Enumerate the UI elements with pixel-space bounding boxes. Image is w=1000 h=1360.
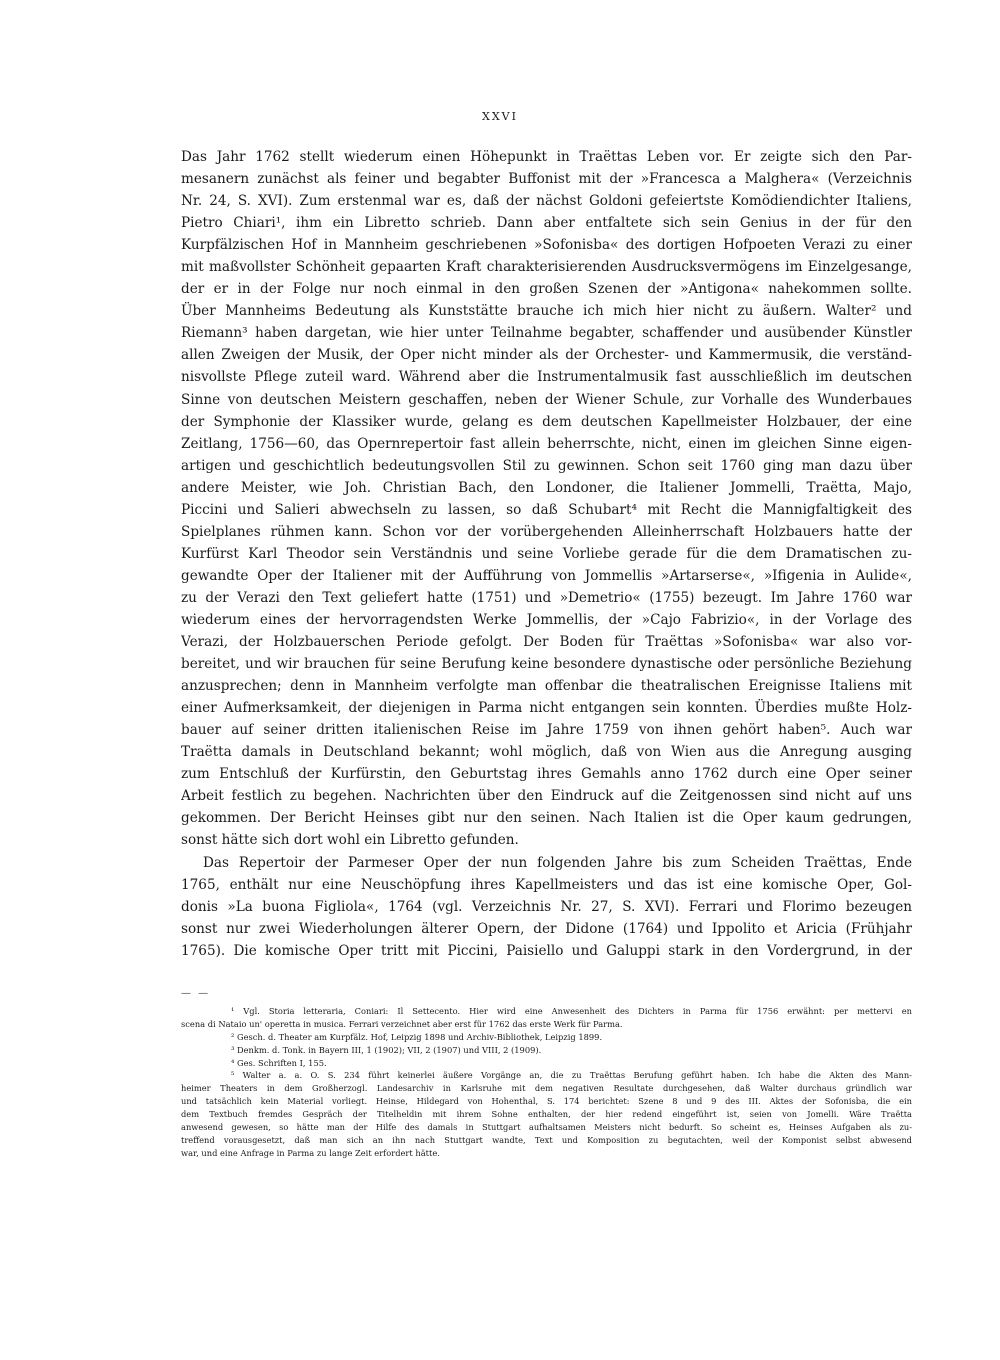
body-line: sonst nur zwei Wiederholungen älterer Opern, der Didone (1764) und Ippolito et Aricia (Frühjahr — [181, 920, 912, 937]
body-line: gekommen. Der Bericht Heinses gibt nur den seinen. Nach Italien ist die Oper kaum gedrungen, — [181, 810, 912, 827]
body-line: Über Mannheims Bedeutung als Kunststätte brauche ich mich hier nicht zu äußern. Walter² und — [181, 303, 912, 320]
body-line: zum Entschluß der Kurfürstin, den Geburtstag ihres Gemahls anno 1762 durch eine Oper seiner — [181, 766, 912, 783]
body-line: Kurpfälzischen Hof in Mannheim geschriebenen »Sofonisba« des dortigen Hofpoeten Verazi zu einer — [181, 237, 912, 254]
footnote-line: ⁴ Ges. Schriften I, 155. — [231, 1057, 327, 1068]
body-line: der Symphonie der Klassiker wurde, gelang es dem deutschen Kapellmeister Holzbauer, der eine — [181, 413, 912, 430]
body-line: Das Jahr 1762 stellt wiederum einen Höhepunkt in Traëttas Leben vor. Er zeigte sich den Par- — [181, 149, 912, 165]
body-line: Verazi, der Holzbauerschen Periode gefolgt. Der Boden für Traëttas »Sofonisba« war also vor- — [181, 634, 912, 651]
body-line: einer Aufmerksamkeit, der diejenigen in Parma nicht entgangen sein konnten. Überdies mußte Holz- — [181, 700, 912, 717]
body-line: Riemann³ haben dargetan, wie hier unter Teilnahme begabter, schaffender und ausübender Künstler — [181, 325, 912, 342]
footnote-line: anwesend gewesen, so hätte man der Hilfe des damals in Stuttgart aufhaltsamen Meisters nicht bedurft. So scheint es, Heinses Aufgaben als zu- — [181, 1122, 912, 1133]
body-text — [181, 146, 912, 962]
footnote-line: heimer Theaters in dem Großherzogl. Landesarchiv in Karlsruhe mit dem negativen Resultate durchgesehen, daß Walter durchaus gründlich war — [181, 1083, 912, 1094]
body-line: zu der Verazi den Text geliefert hatte (1751) und »Demetrio« (1755) bezeugt. Im Jahre 1760 war — [181, 589, 912, 606]
footnote-line: ¹ Vgl. Storia letteraria, Coniari: Il Settecento. Hier wird eine Anwesenheit des Dichters in Parma für 1756 erwähnt: per mettervi en — [231, 1006, 912, 1016]
footnotes — [181, 1005, 912, 1160]
body-line: gewandte Oper der Italiener mit der Aufführung von Jommellis »Artarserse«, »Ifigenia in Aulide«, — [181, 567, 912, 584]
body-line: 1765, enthält nur eine Neuschöpfung ihres Kapellmeisters und das ist eine komische Oper, Gol- — [181, 876, 912, 893]
body-line: 1765). Die komische Oper tritt mit Piccini, Paisiello und Galuppi stark in den Vordergrund, in der — [181, 942, 912, 959]
body-line: Kurfürst Karl Theodor sein Verständnis und seine Vorliebe gerade für die dem Dramatischen zu- — [181, 545, 912, 562]
body-line: Zeitlang, 1756—60, das Opernrepertoir fast allein beherrschte, nicht, einen im gleichen Sinne eigen- — [181, 435, 912, 452]
body-line: anzusprechen; denn in Mannheim verfolgte man offenbar die theatralischen Ereignisse Italiens mit — [181, 678, 912, 695]
body-line: mit maßvollster Schönheit gepaarten Kraft charakterisierenden Ausdrucksvermögens im Einzelgesange, — [181, 259, 912, 276]
body-line: bauer auf seiner dritten italienischen Reise im Jahre 1759 von ihnen gehört haben⁵. Auch war — [181, 722, 912, 739]
body-line: Traëtta damals in Deutschland bekannt; wohl möglich, daß von Wien aus die Anregung ausging — [181, 744, 912, 761]
footnote-line: ³ Denkm. d. Tonk. in Bayern III, 1 (1902); VII, 2 (1907) und VIII, 2 (1909). — [231, 1044, 542, 1055]
footnote-line: und tatsächlich kein Material vorliegt. Heinse, Hildegard von Hohenthal, S. 174 berichtet: Szene 8 und 9 des III. Aktes der Sofonisba, die ein — [181, 1096, 912, 1107]
body-line: Sinne von deutschen Meistern geschaffen, neben der Wiener Schule, zur Vorhalle des Wunderbaues — [181, 391, 912, 408]
footnote-line: treffend vorausgesetzt, daß man sich an ihn nach Stuttgart wandte, Text und Komposition zu begutachten, weil der Komponist selbst abwesend — [181, 1134, 912, 1145]
footnote-line: ² Gesch. d. Theater am Kurpfälz. Hof, Leipzig 1898 und Archiv-Bibliothek, Leipzig 1899. — [231, 1031, 603, 1042]
body-line: mesanern zunächst als feiner und begabter Buffonist mit der »Francesca a Malghera« (Verzeichnis — [181, 171, 912, 188]
body-line: andere Meister, wie Joh. Christian Bach, den Londoner, die Italiener Jommelli, Traëtta, Majo, — [181, 479, 912, 496]
body-line: Das Repertoir der Parmeser Oper der nun folgenden Jahre bis zum Scheiden Traëttas, Ende — [203, 854, 912, 871]
body-line: der er in der Folge nur noch einmal in den großen Szenen der »Antigona« nahekommen sollte. — [181, 281, 912, 298]
page-number: XXVI — [482, 110, 518, 123]
body-line: Pietro Chiari¹, ihm ein Libretto schrieb. Dann aber entfaltete sich sein Genius in der für den — [181, 215, 912, 232]
body-line: Spielplanes rühmen kann. Schon vor der vorübergehenden Alleinherrschaft Holzbauers hatte der — [181, 523, 912, 540]
footnote-line: scena di Nataio un' operetta in musica. Ferrari verzeichnet aber erst für 1762 das erste Werk für Parma. — [181, 1018, 623, 1029]
body-line: Nr. 24, S. XVI). Zum erstenmal war es, daß der nächst Goldoni gefeiertste Komödiendichter Italiens, — [181, 193, 912, 210]
footnote-line: dem Textbuch fremdes Gespräch der Titelheldin mit ihrem Sohne enthalten, der hier redend eingeführt ist, seien von Jomelli. Wäre Traëtta — [181, 1109, 912, 1120]
body-line: sonst hätte sich dort wohl ein Libretto gefunden. — [181, 832, 519, 849]
footnote-line: ⁵ Walter a. a. O. S. 234 führt keinerlei äußere Vorgänge an, die zu Traëttas Berufung geführt haben. Ich habe die Akten des Mann- — [231, 1070, 912, 1081]
footnote-rule: — — — [181, 988, 211, 999]
body-line: artigen und geschichtlich bedeutungsvollen Stil zu gewinnen. Schon seit 1760 ging man dazu über — [181, 457, 912, 474]
footnote-line: war, und eine Anfrage in Parma zu lange Zeit erfordert hätte. — [181, 1147, 440, 1158]
body-line: Piccini und Salieri abwechseln zu lassen, so daß Schubart⁴ mit Recht die Mannigfaltigkeit des — [181, 501, 912, 518]
body-line: bereitet, und wir brauchen für seine Berufung keine besondere dynastische oder persönliche Beziehung — [181, 656, 912, 673]
body-line: wiederum eines der hervorragendsten Werke Jommellis, der »Cajo Fabrizio«, in der Vorlage des — [181, 611, 912, 628]
body-line: nisvollste Pflege zuteil ward. Während aber die Instrumentalmusik fast ausschließlich im deutschen — [181, 369, 912, 386]
body-line: allen Zweigen der Musik, der Oper nicht minder als der Orchester- und Kammermusik, die verständ- — [181, 347, 912, 364]
body-line: donis »La buona Figliola«, 1764 (vgl. Verzeichnis Nr. 27, S. XVI). Ferrari und Florimo bezeugen — [181, 898, 912, 915]
body-line: Arbeit festlich zu begehen. Nachrichten über den Eindruck auf die Zeitgenossen sind nicht auf uns — [181, 788, 912, 805]
